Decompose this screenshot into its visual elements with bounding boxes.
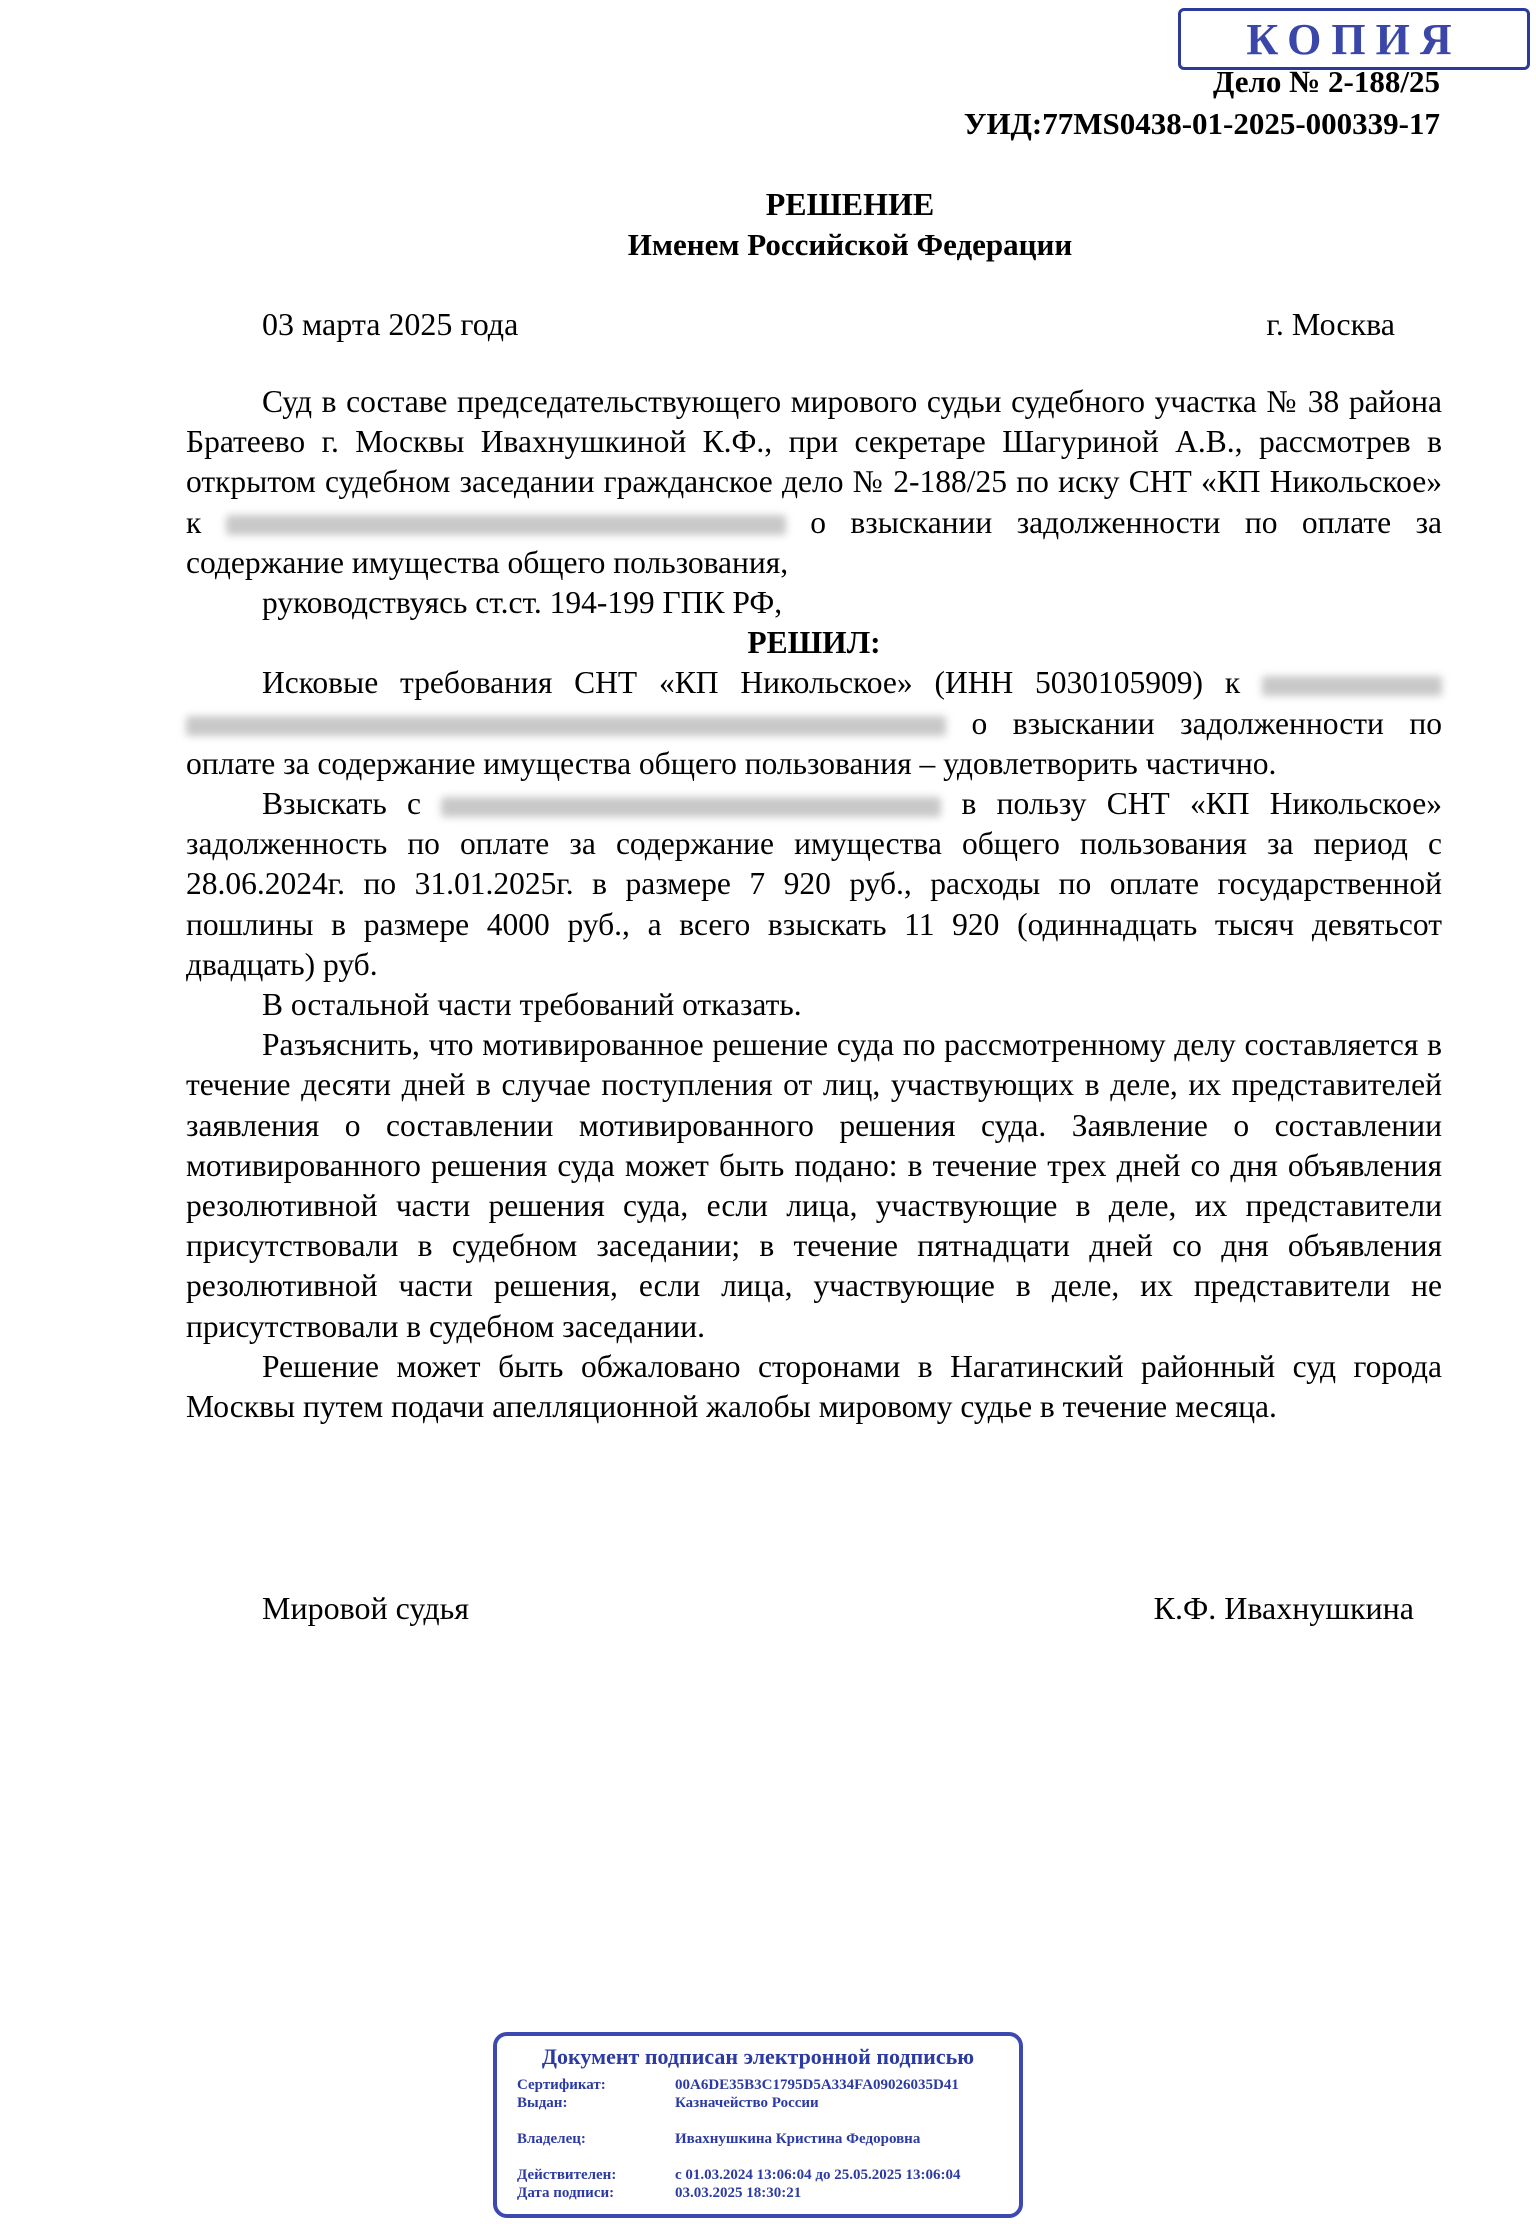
paragraph-claims <box>186 663 1442 784</box>
signature-row-owner <box>517 2130 999 2148</box>
case-uid: УИД:77MS0438-01-2025-000339-17 <box>963 106 1440 141</box>
judge-name: К.Ф. Ивахнушкина <box>1153 1590 1414 1626</box>
paragraph-text: Взыскать с <box>262 786 421 822</box>
paragraph-text: Исковые требования СНТ «КП Никольское» (ИНН 5030105909) к <box>262 665 1241 701</box>
electronic-signature-stamp <box>493 2032 1023 2218</box>
valid-value: с 01.03.2024 13:06:04 до 25.05.2025 13:06:04 <box>675 2167 961 2183</box>
decision-date: 03 марта 2025 года <box>262 306 519 342</box>
paragraph-refuse: В остальной части требований отказать. <box>262 987 802 1023</box>
redacted-defendant-name <box>226 515 786 535</box>
paragraph-appeal: Решение может быть обжаловано сторонами в Нагатинский районный суд города Москвы путем подачи апелляционной жалобы мировому судье в течение месяца. <box>186 1348 1442 1425</box>
valid-label: Действителен: <box>517 2167 617 2183</box>
redacted-defendant-name <box>441 797 941 817</box>
paragraph-text: о взыскании задолженности по оплате за содержание имущества общего пользования – удовлетворить частично. <box>186 705 1443 781</box>
certificate-value: 00A6DE35B3C1795D5A334FA09026035D41 <box>675 2077 959 2093</box>
signature-row-issuer <box>517 2094 999 2112</box>
signature-row-signed <box>517 2184 999 2202</box>
signed-label: Дата подписи: <box>517 2185 615 2201</box>
redacted-defendant-details <box>186 716 946 736</box>
signature-heading: Документ подписан электронной подписью <box>541 2044 975 2069</box>
document-subtitle: Именем Российской Федерации <box>627 227 1073 262</box>
paragraph-text: Суд в составе председательствующего мирового судьи судебного участка № 38 района Братеево г. Москвы Ивахнушкиной К.Ф., при секретаре Шагуриной А.В., рассмотрев в открытом судебном заседании гражданское дело № 2-188/25 по иску СНТ «КП Никольское» к <box>186 384 1442 540</box>
owner-label: Владелец: <box>517 2131 586 2147</box>
redacted-defendant-name <box>1262 676 1442 696</box>
signed-value: 03.03.2025 18:30:21 <box>675 2185 802 2201</box>
paragraph-court-composition <box>186 382 1442 583</box>
decided-heading: РЕШИЛ: <box>747 625 881 661</box>
paragraph-guided-by: руководствуясь ст.ст. 194-199 ГПК РФ, <box>262 585 783 621</box>
case-number: Дело № 2-188/25 <box>1213 64 1440 99</box>
paragraph-explanation: Разъяснить, что мотивированное решение суда по рассмотренному делу составляется в течение десяти дней в случае поступления от лиц, участвующих в деле, их представителей заявления о составлении мотивированного решения суда. Заявление о составлении мотивированного решения суда может быть подано: в течение трех дней со дня объявления резолютивной части решения суда, если лица, участвующие в деле, их представители присутствовали в судебном заседании; в течение пятнадцати дней со дня объявления резолютивной части решения, если лица, участвующие в деле, их представители не присутствовали в судебном заседании. <box>186 1027 1442 1344</box>
issuer-label: Выдан: <box>517 2095 568 2111</box>
document-title: РЕШЕНИЕ <box>765 186 935 222</box>
issuer-value: Казначейство России <box>675 2095 819 2111</box>
paragraph-text: в пользу СНТ «КП Никольское» задолженность по оплате за содержание имущества общего пользования за период с 28.06.2024г. по 31.01.2025г. в размере 7 920 руб., расходы по оплате государственной пошлины в размере 4000 руб., а всего взыскать 11 920 (одиннадцать тысяч девятьсот двадцать) руб. <box>186 786 1442 982</box>
copy-stamp-label: КОПИЯ <box>1246 14 1462 64</box>
copy-stamp <box>1178 8 1530 70</box>
decision-city: г. Москва <box>1266 306 1395 342</box>
certificate-label: Сертификат: <box>517 2077 606 2093</box>
document-body <box>186 382 1442 1427</box>
paragraph-text: о взыскании задолженности по оплате за содержание имущества общего пользования, <box>186 504 1443 580</box>
paragraph-recover <box>186 784 1442 985</box>
signature-row-valid <box>517 2166 999 2184</box>
owner-value: Ивахнушкина Кристина Федоровна <box>675 2131 921 2147</box>
judge-title: Мировой судья <box>262 1590 469 1626</box>
signature-row-certificate <box>517 2076 999 2094</box>
